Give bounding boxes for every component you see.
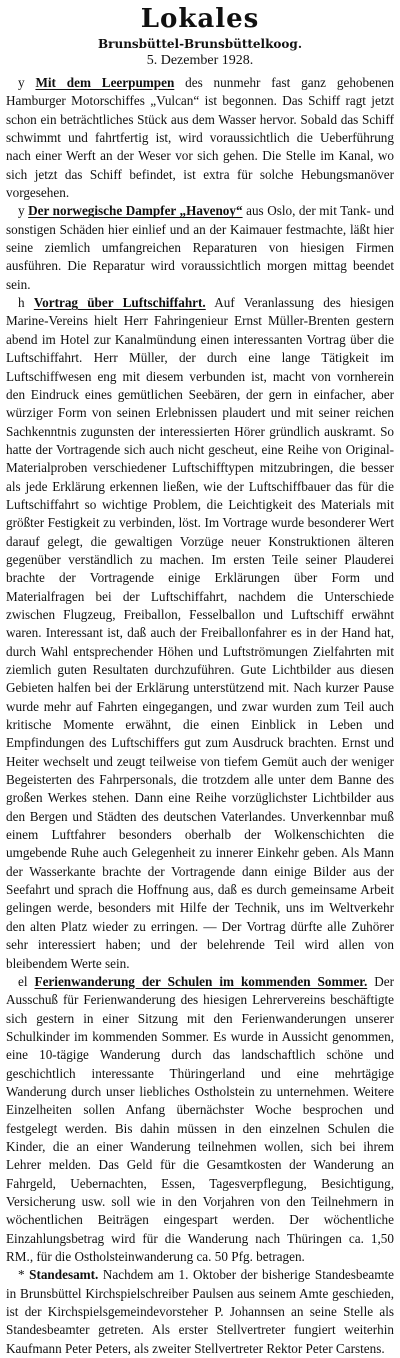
- article-paragraph: [6, 74, 394, 202]
- section-title: Lokales: [140, 4, 260, 34]
- article-vortrag-luftschiffahrt: [6, 294, 394, 973]
- article-leerpumpen: [6, 74, 394, 202]
- article-standesamt: [6, 1266, 394, 1358]
- section-subtitle: Brunsbüttel-Brunsbüttelkoog.: [98, 37, 302, 51]
- article-marker: y: [18, 203, 25, 219]
- article-headline: Ferienwanderung der Schulen im kommenden Sommer.: [34, 973, 368, 989]
- article-body: des nunmehr fast ganz gehobenen Hamburger Motorschiffes „Vulcan“ ist begonnen. Das Schiff ragt jetzt schon ein beträchtliches Stück aus dem Wasser hervor. Sobald das Schiff schwimmt und fahrtfertig ist, wird voraussichtlich die Ueberführung nach einer Werft an der Weser vor sich gehen. Die Stelle im Kanal, wo sich jetzt das Schiff befindet, ist extra für solche Hebungsmanöver vorgesehen.: [6, 75, 394, 201]
- article-paragraph: [6, 1266, 394, 1358]
- issue-date: 5. Dezember 1928.: [146, 53, 254, 68]
- article-body: aus Oslo, der mit Tank- und sonstigen Schäden hier einlief und an der Kaimauer festmachte, läßt hier seine ziemlich umfangreichen Reparaturen von hiesigen Firmen ausführen. Die Reparatur wird voraussichtlich morgen mittag beendet sein.: [6, 203, 395, 292]
- article-marker: *: [18, 1267, 25, 1283]
- article-marker: h: [18, 295, 25, 311]
- article-paragraph: [6, 294, 394, 973]
- article-headline: Vortrag über Luftschiffahrt.: [33, 295, 206, 311]
- article-ferienwanderung: [6, 973, 394, 1267]
- article-headline: Standesamt.: [29, 1267, 99, 1283]
- article-body: Auf Veranlassung des hiesigen Marine-Vereins hielt Herr Fahringenieur Ernst Müller-Brenten gestern abend im Hotel zur Kanalmündung einen interessanten Vortrag über die Luftschiffahrt. Herr Müller, der durch eine lange Tätigkeit im Luftschiffwesen eng mit diesem verbunden ist, macht von vornherein den Eindruck eines gemütlichen Seebären, der gern in einfacher, aber würziger Form von seinen Erlebnissen plaudert und mit seiner reichen Sachkenntnis zugunsten der interessierten Hörer gründlich auskramt. So hatte der Vortragende sich auch nicht gescheut, eine Reihe von Original-Materialproben verschiedener Luftschifftypen mitzubringen, die besser als jede Erklärung erkennen ließen, wie der Luftschiffbauer das für die Luftschiffahrt so wichtige Problem, die Leichtigkeit des Materials mit größter Festigkeit zu verbinden, löst. Im Vortrage wurde besonderer Wert darauf gelegt, die gewaltigen Vorzüge neuer Konstruktionen älteren gegenüber verständlich zu machen. Im ersten Teile seiner Plauderei brachte der Vortragende einige Erklärungen über Form und Materialfragen bei der Luftschiffahrt, nachdem die Unterschiede zwischen Flugzeug, Freiballon, Fesselballon und Luftschiff erwähnt waren. Interessant ist, daß auch der Freiballonfahrer es in der Hand hat, durch Wahl entsprechender Höhen und Luftströmungen Zielfahrten mit ziemlich guten Resultaten durchzuführen. Gute Lichtbilder aus diesen Gebieten halfen bei der Erklärung unterstützend mit. Nach kurzer Pause wurde mehr auf Fahrten eingegangen, und zwar wurden zum Teil auch kritische Momente erwähnt, die einen Einblick in Leben und Empfindungen des Luftschiffers gut zum Ausdruck brachten. Ernst und Heiter wechselt und zeugt teilweise von tiefem Gemüt auch der weniger Begeisterten des Fahrpersonals, die trotzdem alle unter dem Banne des großen Werkes stehen. Dann eine Reihe vorzüglichster Lichtbilder aus den Bergen und Städten des deutschen Vaterlandes. Unverkennbar muß einem Luftfahrer besonders oberhalb der Wolkenschichten die umgebende Ruhe auch Gelegenheit zu innerer Einkehr geben. Als Mann der Wasserkante brachte der Vortragende dann einige Bilder aus der Seefahrt und sprach die Hoffnung aus, daß es durch gemeinsame Arbeit gelingen werde, besonders mit Hilfe der Technik, uns im Weltverkehr den alten Platz wieder zu erringen. — Der Vortrag dürfte alle Zuhörer sehr interessiert haben; und der belehrende Teil wird allen von bleibendem Werte sein.: [6, 295, 394, 971]
- article-body: Nachdem am 1. Oktober der bisherige Standesbeamte in Brunsbüttel Kirchspielschreiber Paulsen aus seinem Amte geschieden, ist der Kirchspielsgemeindevorsteher P. Johannsen an seine Stelle als Standesbeamter getreten. Als erster Stellvertreter fungiert weiterhin Kaufmann Peter Peters, als zweiter Stellvertreter Rektor Peter Carstens.: [6, 1267, 394, 1356]
- article-paragraph: [6, 973, 394, 1267]
- article-paragraph: [6, 202, 394, 294]
- article-headline: Der norwegische Dampfer „Havenoy“: [28, 203, 243, 219]
- masthead: [6, 4, 394, 70]
- article-marker: y: [18, 75, 25, 90]
- article-body: Der Ausschuß für Ferienwanderung des hiesigen Lehrervereins beschäftigte sich gestern in einer Sitzung mit den Ferienwanderungen unserer Schulkinder im kommenden Sommer. Es wurde in Aussicht genommen, eine 10-tägige Wanderung durch das landschaftlich schöne und geschichtlich interessante Thüringerland und eine mehrtägige Wanderung durch unser liebliches Ostholstein zu unternehmen. Weitere Einzelheiten sollen Anfang übernächster Woche besprochen und festgelegt werden. Bis dahin müssen in den einzelnen Schulen die Kinder, die an einer Wanderung teilnehmen wollen, sich bei ihrem Lehrer melden. Das Geld für die Gesamtkosten der Wanderung an Fahrgeld, Uebernachten, Essen, Tagesverpflegung, Besichtigung, Versicherung usw. soll wie in den Vorjahren von den Teilnehmern in wöchentlichen Beiträgen eingespart werden. Der wöchentliche Einzahlungsbetrag wird für die Wanderung nach Thüringen ca. 1,50 RM., für die Ostholsteinwanderung ca. 50 Pfg. betragen.: [6, 973, 394, 1264]
- article-headline: Mit dem Leerpumpen: [35, 75, 175, 90]
- article-marker: el: [18, 973, 28, 989]
- article-dampfer-havenoy: [6, 202, 394, 294]
